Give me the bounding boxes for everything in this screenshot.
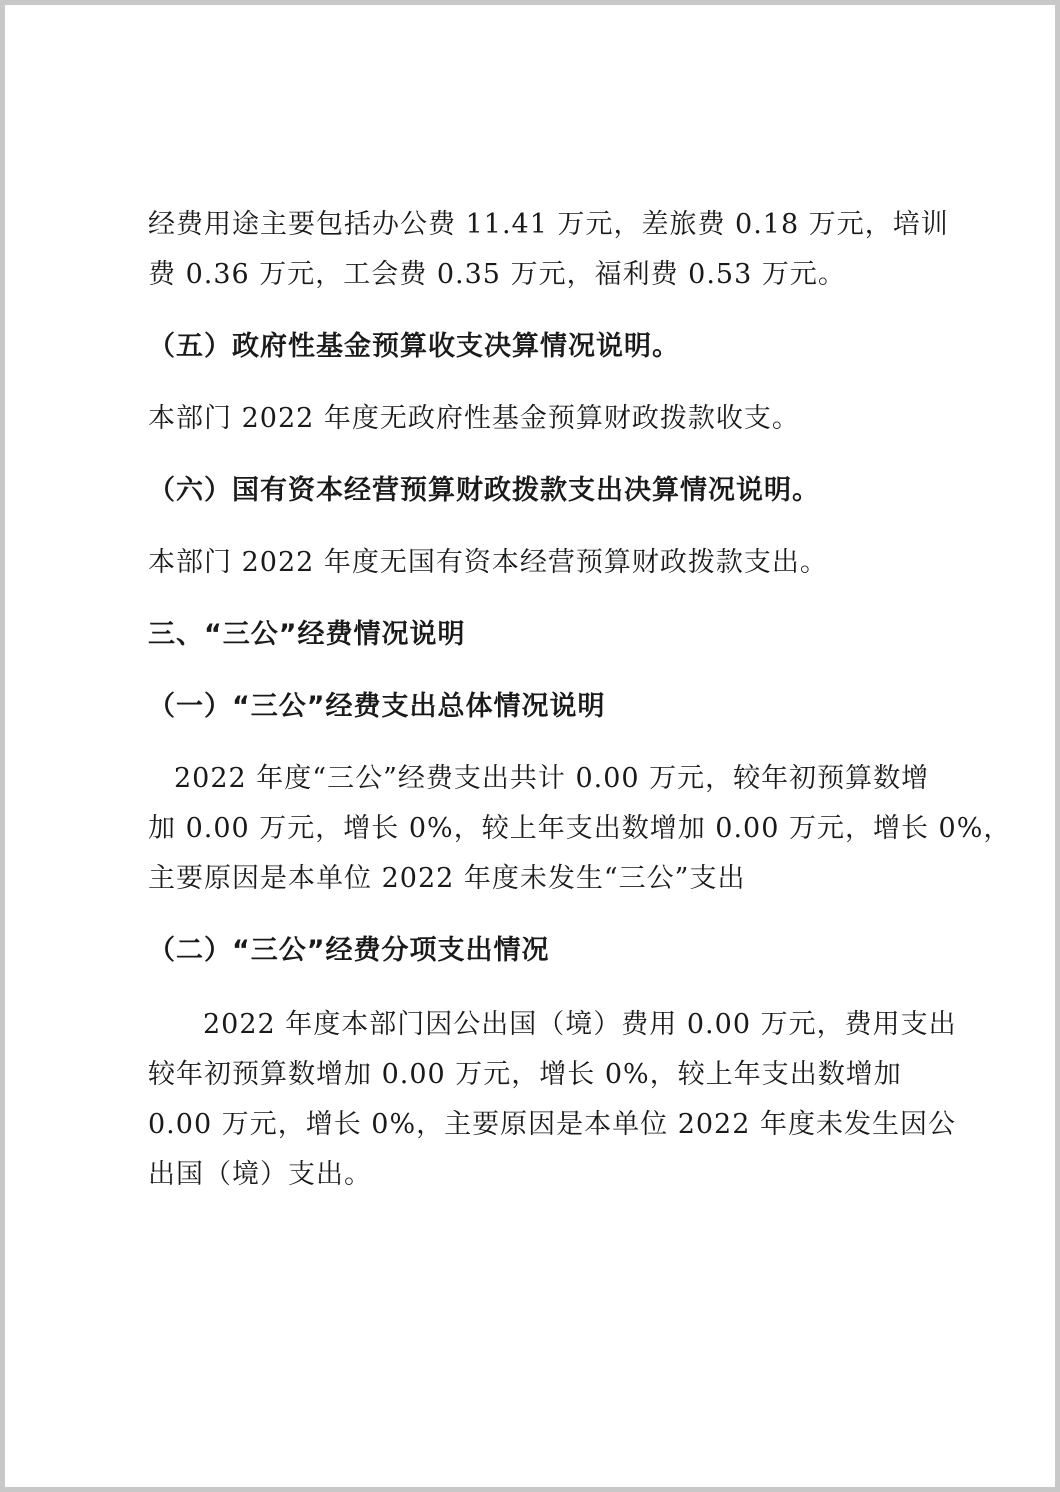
section-5-body: 本部门 2022 年度无政府性基金预算财政拨款收支。 xyxy=(148,403,800,434)
subsection-2-heading: （二）“三公”经费分项支出情况 xyxy=(148,935,550,966)
section-6-body: 本部门 2022 年度无国有资本经营预算财政拨款支出。 xyxy=(148,547,828,578)
paragraph-line: 费 0.36 万元，工会费 0.35 万元，福利费 0.53 万元。 xyxy=(148,259,846,290)
paragraph-expense-usage xyxy=(148,200,948,300)
part-3-heading: 三、“三公”经费情况说明 xyxy=(148,619,466,650)
paragraph-line: 加 0.00 万元，增长 0%，较上年支出数增加 0.00 万元，增长 0%， xyxy=(148,813,1012,844)
section-5-heading: （五）政府性基金预算收支决算情况说明。 xyxy=(148,331,680,362)
document-body xyxy=(148,200,1012,1200)
subsection-2-paragraph xyxy=(148,1000,957,1200)
paragraph-line: 2022 年度本部门因公出国（境）费用 0.00 万元，费用支出 xyxy=(203,1009,957,1040)
paragraph-line: 0.00 万元，增长 0%，主要原因是本单位 2022 年度未发生因公 xyxy=(148,1109,956,1140)
subsection-1-heading: （一）“三公”经费支出总体情况说明 xyxy=(148,691,606,722)
subsection-1-paragraph xyxy=(148,754,1012,904)
section-6-heading: （六）国有资本经营预算财政拨款支出决算情况说明。 xyxy=(148,475,820,506)
paragraph-line: 主要原因是本单位 2022 年度未发生“三公”支出 xyxy=(148,863,746,894)
paragraph-line: 较年初预算数增加 0.00 万元，增长 0%，较上年支出数增加 xyxy=(148,1059,902,1090)
paragraph-line: 经费用途主要包括办公费 11.41 万元，差旅费 0.18 万元，培训 xyxy=(148,209,949,240)
paragraph-line: 出国（境）支出。 xyxy=(148,1159,372,1190)
paragraph-line: 2022 年度“三公”经费支出共计 0.00 万元，较年初预算数增 xyxy=(174,763,930,794)
